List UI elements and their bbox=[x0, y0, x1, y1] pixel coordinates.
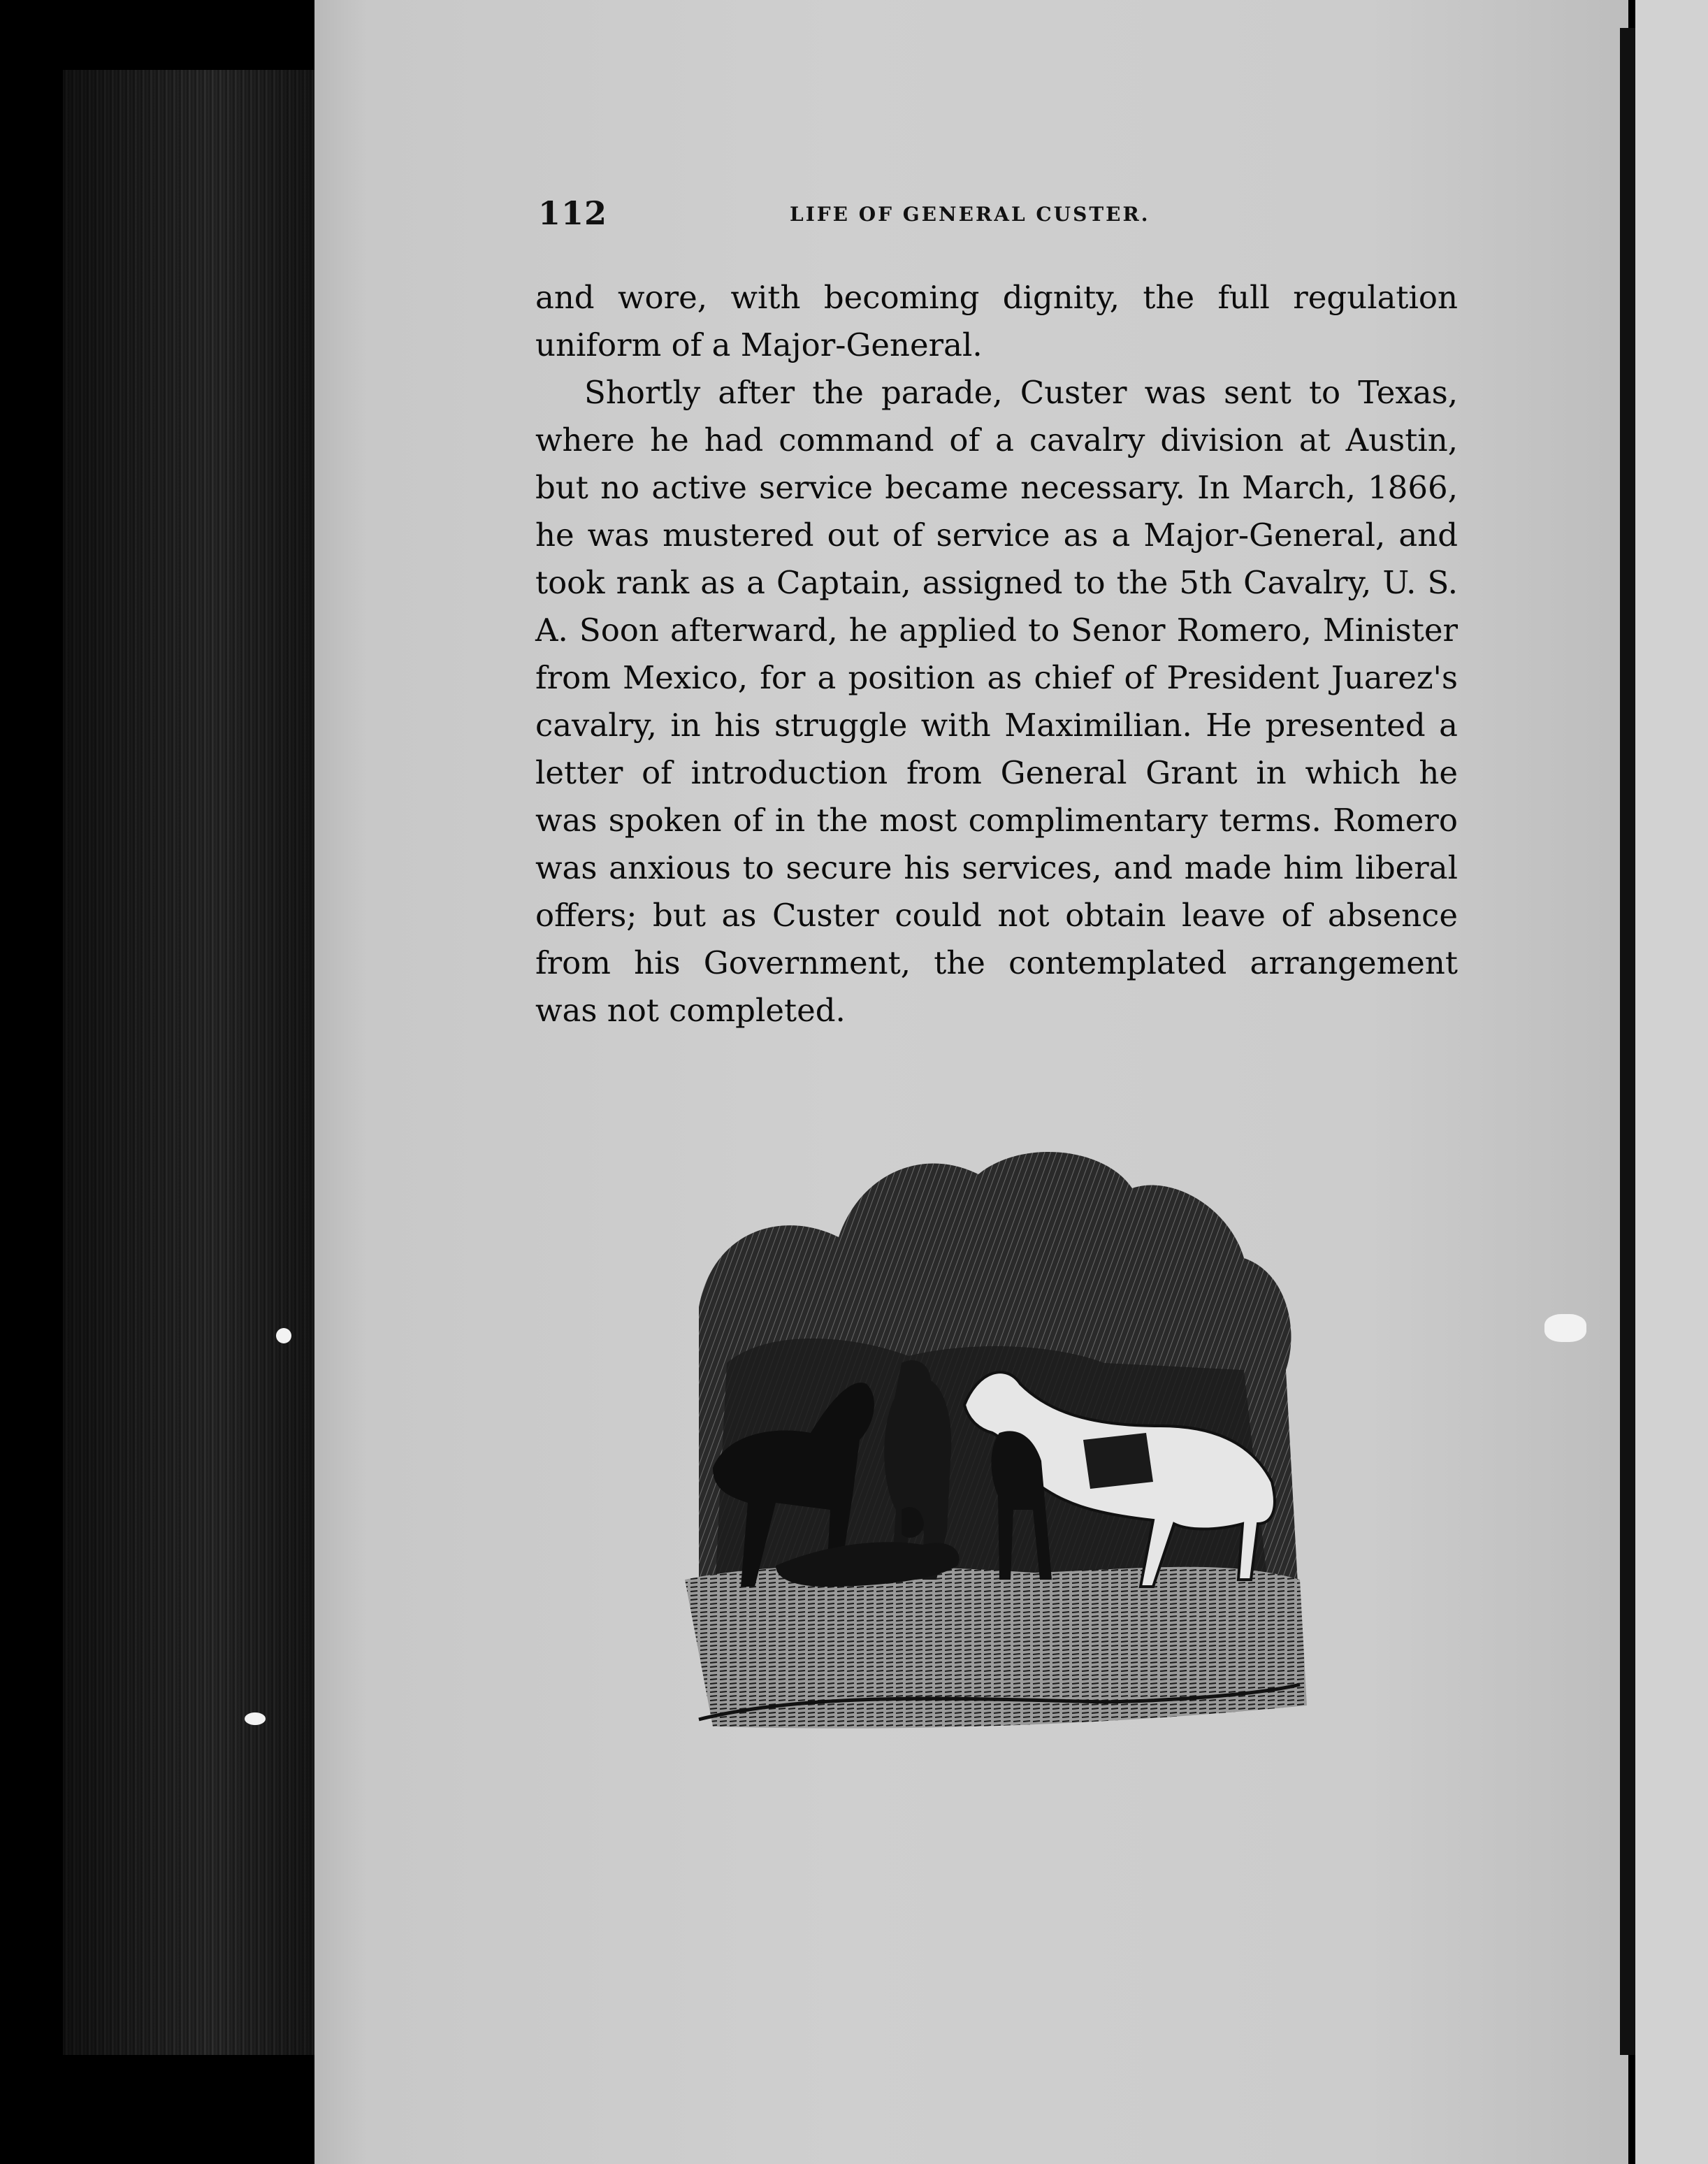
scan-artifact bbox=[276, 1328, 291, 1343]
scan-artifact bbox=[245, 1712, 266, 1725]
paragraph-2: Shortly after the parade, Custer was sent to Texas, where he had command of a cavalry division at Austin, but no active service became necessary. In March, 1866, he was mustered out of service as a Major-General, and took rank as a Captain, assigned to the 5th Cavalry, U. S. A. Soon afterward, he applied to Senor Romero, Minister from Mexico, for a position as chief of President Juarez's cavalry, in his struggle with Maximilian. He presented a letter of introduction from General Grant in which he was spoken of in the most complimentary terms. Romero was anxious to secure his services, and made him liberal offers; but as Custer could not obtain leave of absence from his Government, the contemplated arrangement was not completed. bbox=[535, 374, 1458, 1029]
header-title: LIFE OF GENERAL CUSTER. bbox=[790, 203, 1150, 226]
scan-artifact bbox=[1544, 1314, 1586, 1342]
running-head bbox=[538, 194, 1447, 236]
paragraph-1: and wore, with becoming dignity, the full regulation uniform of a Major-General. bbox=[535, 279, 1458, 363]
engraving-horses-and-soldiers-icon bbox=[671, 1132, 1314, 1747]
page-number: 112 bbox=[538, 194, 608, 232]
book-page-edges bbox=[63, 70, 314, 2055]
facing-page-edge bbox=[1635, 0, 1708, 2164]
body-text bbox=[535, 274, 1458, 1034]
